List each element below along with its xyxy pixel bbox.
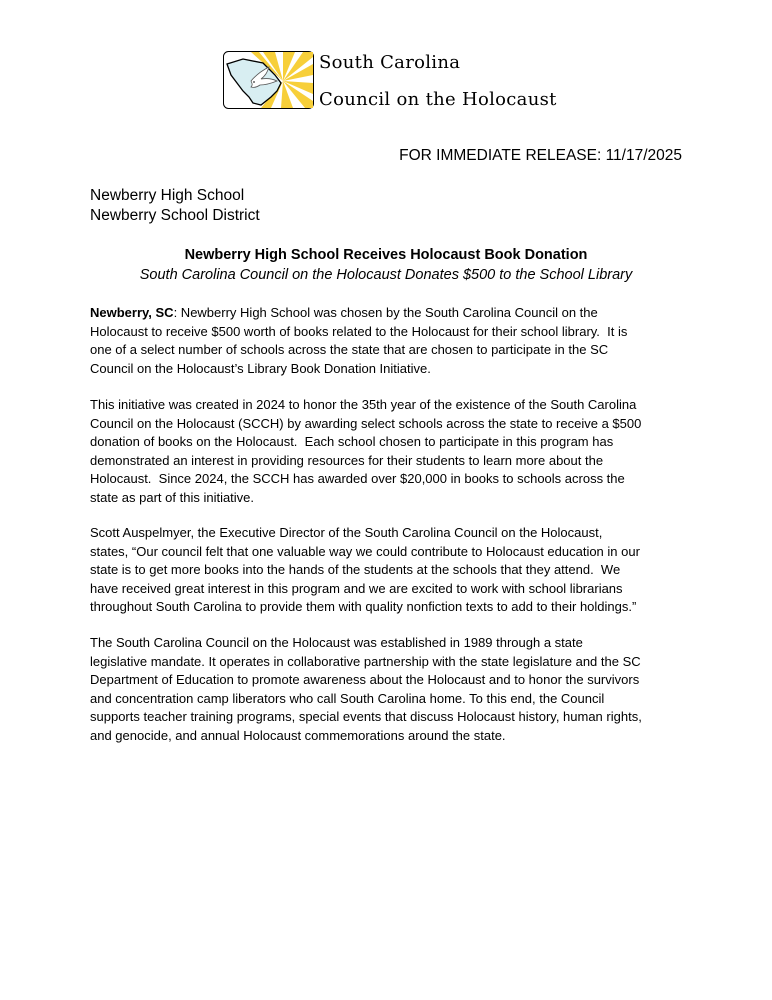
paragraph-line: This initiative was created in 2024 to honor the 35th year of the existence of the South Carolina xyxy=(90,397,637,412)
paragraph-line: Council on the Holocaust (SCCH) by awarding select schools across the state to receive a $500 xyxy=(90,415,642,431)
paragraph-line: and concentration camp liberators who call South Carolina home. To this end, the Council xyxy=(90,690,605,706)
paragraph-line: state is to get more books into the hands of the students at the schools that they attend. We xyxy=(90,562,621,577)
paragraph-line: donation of books on the Holocaust. Each school chosen to participate in this program has xyxy=(90,434,614,449)
paragraph-intro xyxy=(90,304,690,378)
paragraph-initiative xyxy=(90,396,690,507)
council-logo-icon xyxy=(223,51,314,109)
paragraph-line: Holocaust. Since 2024, the SCCH has awarded over $20,000 in books to schools across the xyxy=(90,471,625,486)
paragraph-line: one of a select number of schools across the state that are chosen to participate in the SC xyxy=(90,342,609,357)
paragraph-line: Council on the Holocaust’s Library Book Donation Initiative. xyxy=(90,360,431,376)
headline: Newberry High School Receives Holocaust Book Donation xyxy=(184,247,588,263)
paragraph-line: and genocide, and annual Holocaust commemorations around the state. xyxy=(90,727,506,743)
paragraph-line: The South Carolina Council on the Holocaust was established in 1989 through a state xyxy=(90,635,583,650)
paragraph-line: Holocaust to receive $500 worth of books related to the Holocaust for their school library. It is xyxy=(90,323,628,339)
recipient-district: Newberry School District xyxy=(90,207,260,224)
paragraph-line: states, “Our council felt that one valuable way we could contribute to Holocaust education in our xyxy=(90,543,640,559)
paragraph-line: demonstrated an interest in providing resources for their students to learn more about the xyxy=(90,452,604,468)
paragraph-line: Department of Education to promote awareness about the Holocaust and to honor the survivors xyxy=(90,672,640,687)
paragraph-line: legislative mandate. It operates in collaborative partnership with the state legislature and the SC xyxy=(90,653,641,669)
release-date: FOR IMMEDIATE RELEASE: 11/17/2025 xyxy=(399,147,682,164)
org-name-line1: South Carolina xyxy=(319,52,461,73)
paragraph-quote xyxy=(90,524,690,617)
recipient-school: Newberry High School xyxy=(90,187,245,204)
paragraph-line: Newberry, SC: Newberry High School was chosen by the South Carolina Council on the xyxy=(90,305,598,320)
subheadline: South Carolina Council on the Holocaust Donates $500 to the School Library xyxy=(139,267,633,283)
paragraph-line: Scott Auspelmyer, the Executive Director of the South Carolina Council on the Holocaust, xyxy=(90,525,603,540)
org-name-line2: Council on the Holocaust xyxy=(319,89,557,110)
paragraph-line: throughout South Carolina to provide them with quality nonfiction texts to add to their holdings.” xyxy=(90,599,637,614)
paragraph-line: state as part of this initiative. xyxy=(90,489,255,505)
paragraph-line: supports teacher training programs, special events that discuss Holocaust history, human rights, xyxy=(90,709,642,724)
paragraph-line: have received great interest in this program and we are excited to work with school librarians xyxy=(90,580,623,596)
dateline: Newberry, SC xyxy=(90,305,174,320)
paragraph-about xyxy=(90,634,690,745)
